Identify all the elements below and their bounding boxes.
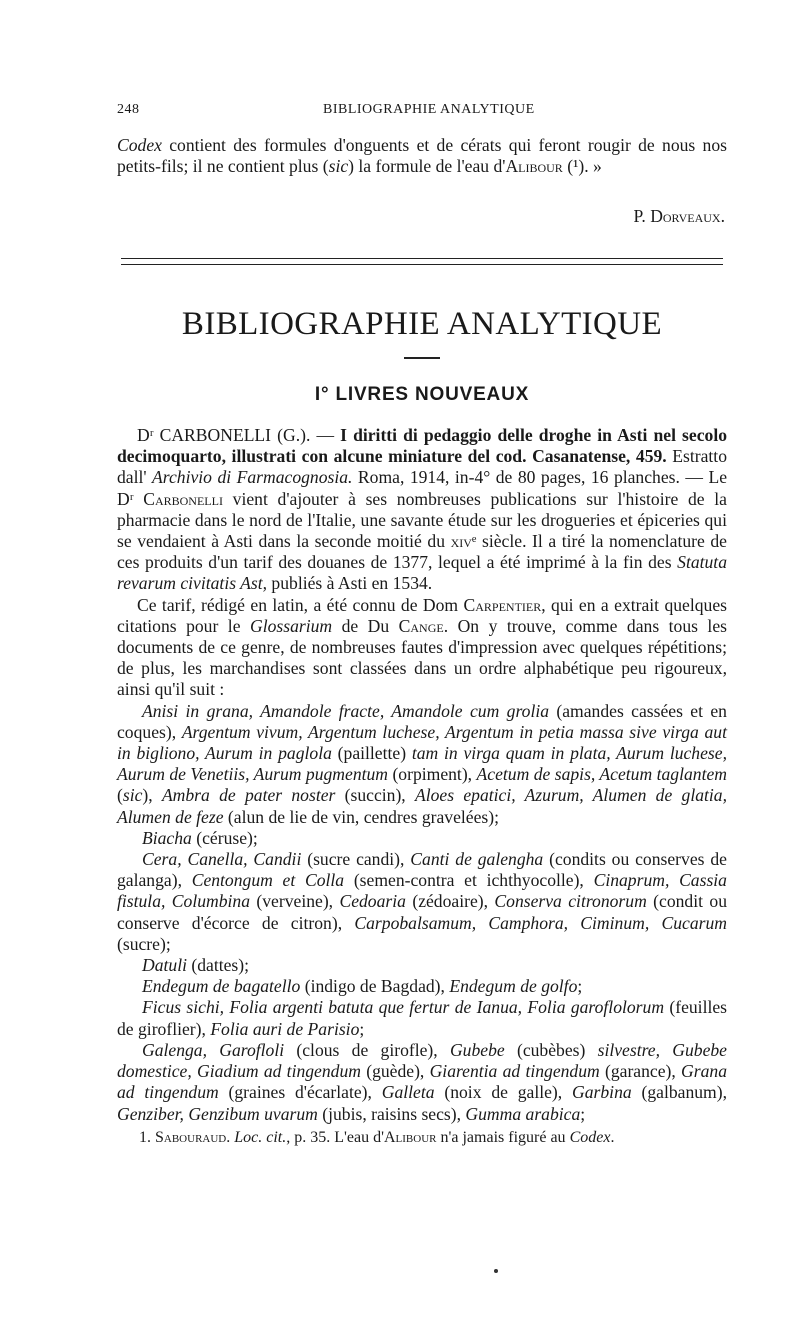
page-number: 248 <box>117 102 140 117</box>
entry-body-3: siècle. Il a tiré la nomenclature de ces produits d'un tarif des douanes de 1377, lequel a été imprimé à la fin des <box>117 531 727 573</box>
double-rule-bottom <box>121 264 723 265</box>
p2-b: , qui en a extrait quelques citations pour le <box>117 594 727 636</box>
signature <box>634 206 725 227</box>
p2-glossarium: Glossarium <box>249 615 333 636</box>
intro-ref: (¹). » <box>567 156 602 177</box>
footnote: 1. Sabouraud. Loc. cit., p. 35. L'eau d'Alibour n'a jamais figuré au Codex. <box>139 1129 615 1146</box>
intro-name: Alibour <box>505 156 563 177</box>
list-item: Galenga, Garofloli (clous de girofle), Gubebe (cubèbes) silvestre, Gubebe domestice, Giadium ad tingendum (guède), Giarentia ad tingendum (garance), Grana ad tingendum (graines d'écarlate), Galleta (noix de galle), Garbina (galbanum), Genziber, Genzibum uvarum (jubis, raisins secs), Gumma arabica; <box>117 1039 727 1124</box>
running-header <box>117 102 727 122</box>
p2-d: . On y trouve, comme dans tous les documents de ce genre, de nombreuses fautes d'impression avec quelques répétitions; de plus, les marchandises sont classées dans un ordre alphabétique peu rigoureux, ainsi qu'il suit : <box>117 615 727 700</box>
intro-text: contient des formules d'onguents et de cérats qui feront rougir de nous nos petits-fils; il ne contient plus ( <box>117 135 727 177</box>
entry-body-1: Roma, 1914, in-4° de 80 pages, 16 planches. — Le Dʳ <box>117 467 728 509</box>
intro-sic: sic <box>328 156 349 177</box>
list-item: Datuli (dattes); <box>142 955 250 976</box>
main-title: BIBLIOGRAPHIE ANALYTIQUE <box>181 306 663 342</box>
entry-name: Carbonelli <box>143 488 223 509</box>
entry-body-4: publiés à Asti en 1534. <box>267 573 433 594</box>
list-item: Biacha (céruse); <box>142 827 258 848</box>
intro-text2: ) la formule de l'eau d' <box>348 156 506 177</box>
signature-initial: P. <box>633 206 651 226</box>
p2-cange: Cange <box>398 615 444 636</box>
entry-title: I diritti di pedaggio delle droghe in Asti nel secolo decimoquarto, illustrati con alcune miniature del cod. Casanatense, 459. <box>117 425 728 467</box>
p2-carpentier: Carpentier <box>463 594 542 615</box>
entry-extract: Estratto dall' <box>117 446 727 488</box>
entry-statuta: Statuta revarum civitatis Ast, <box>117 552 727 594</box>
stray-mark <box>494 1269 498 1273</box>
double-rule-top <box>121 258 723 259</box>
section-title: I° LIVRES NOUVEAUX <box>314 384 530 405</box>
book-entry <box>117 425 727 1125</box>
entry-paragraph-2 <box>117 595 727 701</box>
title-rule <box>404 357 440 359</box>
drug-list <box>117 701 727 1125</box>
running-title: BIBLIOGRAPHIE ANALYTIQUE <box>323 102 535 117</box>
p2-c: de Du <box>332 615 399 636</box>
p2-a: Ce tarif, rédigé en latin, a été connu de Dom <box>137 594 464 615</box>
entry-author: Dʳ CARBONELLI (G.). — <box>137 425 341 445</box>
list-item: Cera, Canella, Candii (sucre candi), Canti de galengha (condits ou conserves de galanga), Centongum et Colla (semen-contra et ichthyocolle), Cinaprum, Cassia fistula, Columbina (verveine), Cedoaria (zédoaire), Conserva citronorum (condit ou conserve d'écorce de citron), Carpobalsamum, Camphora, Ciminum, Cucarum (sucre); <box>117 849 727 954</box>
intro-lead: Codex <box>117 135 162 155</box>
list-item: Anisi in grana, Amandole fracte, Amandole cum grolia (amandes cassées et en coques), Argentum vivum, Argentum luchese, Argentum in petia massa sive virga aut in bigliono, Aurum in paglola (paillette) tam in virga quam in plata, Aurum luchese, Aurum de Venetiis, Aurum pugmentum (orpiment), Acetum de sapis, Acetum taglantem (sic), Ambra de pater noster (succin), Aloes epatici, Azurum, Alumen de glatia, Alumen de feze (alun de lie de vin, cendres gravelées); <box>117 700 727 827</box>
entry-body-2: vient d'ajouter à ses nombreuses publications sur l'histoire de la pharmacie dans le nord de l'Italie, une savante étude sur les drogueries et épiceries qui se vendaient à Asti dans la seconde moitié du <box>117 488 727 552</box>
entry-century: xivᵉ <box>450 531 477 552</box>
entry-paragraph-1 <box>117 425 727 595</box>
list-item: Ficus sichi, Folia argenti batuta que fertur de Ianua, Folia garoflolorum (feuilles de giroflier), Folia auri de Parisio; <box>117 997 727 1039</box>
intro-paragraph <box>117 135 727 177</box>
signature-name: Dorveaux. <box>650 206 725 226</box>
list-item: Endegum de bagatello (indigo de Bagdad), Endegum de golfo; <box>142 976 583 997</box>
entry-journal: Archivio di Farmacognosia. <box>152 467 353 488</box>
